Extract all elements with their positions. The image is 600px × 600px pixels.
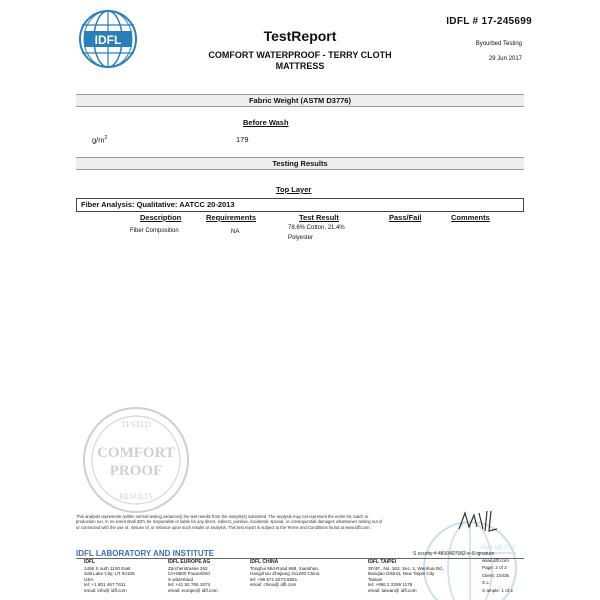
office-line: email: china@ idfl.com	[250, 582, 297, 588]
row-test-result	[288, 223, 378, 243]
page-number: Page: 2 of 2	[482, 565, 507, 571]
office-name: IDFL CHINA	[250, 559, 279, 565]
comfort-proof-stamp	[81, 405, 191, 515]
report-subtitle: COMFORT WATERPROOF - TERRY CLOTH MATTRESS	[208, 50, 392, 71]
column-pass-fail: Pass/Fail	[389, 213, 422, 222]
report-title: TestReport	[263, 28, 337, 44]
disclaimer-text: This analysis represents (within normal testing variances) the test results from the sample(s) submitted. The analysis may not represent the entire lot, batch or production run. In no event shall IDFL be responsible or liable for any direct, indirect, punitive, incidental, special, or consequential damages whatsoever arising out of or connected with the use of, misuse of, or reliance upon such results or analysis. This test report is subject to the Terms and Conditions found at www.idfl.com.	[76, 514, 383, 530]
column-requirements: Requirements	[206, 213, 257, 222]
office-line: tel: +886 2 2259 1178	[368, 582, 413, 588]
sl-label: S L:	[482, 580, 491, 586]
office-taipei	[368, 560, 473, 594]
signature-icon	[455, 507, 515, 537]
report-number: IDFL # 17-245699	[446, 16, 532, 27]
office-line: 3F/4F., No. 163, Sec. 2, Wenhua Rd.,	[368, 565, 445, 571]
idfl-logo	[78, 9, 138, 69]
office-line: Taiwan	[368, 576, 383, 582]
office-china	[250, 560, 355, 588]
office-line: Zürcherstrasse 262	[168, 565, 208, 571]
unit-base: g/m	[92, 135, 105, 145]
office-name: IDFL TAIPEI	[368, 559, 397, 565]
test-result-line-1: 78.6% Cotton, 21.4%	[288, 225, 345, 231]
office-line: email: europe@ idfl.com	[168, 587, 218, 593]
before-wash-label: Before Wash	[243, 118, 289, 127]
top-layer-label: Top Layer	[276, 185, 312, 194]
report-date: 29 Jun 2017	[488, 56, 522, 62]
page-info	[482, 557, 513, 594]
office-line: 1455 S outh 1100 East	[84, 565, 131, 571]
office-line: email: taiwan@ idfl.com	[368, 587, 417, 593]
test-result-line-2: Polyester	[288, 235, 314, 241]
office-line: email: info@ idfl.com	[84, 587, 127, 593]
fabric-weight-heading: Fabric Weight (ASTM D3776)	[76, 94, 524, 107]
stamp-line-2: PROOF	[109, 463, 163, 479]
esignature-code: S ecurity # 4810427162 e-S ignature	[413, 551, 495, 557]
lab-name: IDFL LABORATORY AND INSTITUTE	[76, 549, 214, 558]
office-name: IDFL	[84, 559, 96, 565]
client-number: Client: 10435	[482, 572, 510, 578]
office-line: Tonghui Mid-Road 688, Xiaoshan,	[250, 565, 320, 571]
office-line: tel: +41 52 765 1574	[168, 582, 211, 588]
office-line: Banqiao District, New Taipei City	[368, 571, 435, 577]
office-name: IDFL EUROPE AG	[168, 559, 211, 565]
office-line: tel: +1 801 467 7611	[84, 582, 126, 588]
office-line: S witzerland	[168, 576, 194, 582]
column-comments: Comments	[451, 213, 490, 222]
testing-results-heading: Testing Results	[76, 157, 524, 170]
stamp-bottom: RESULTS	[119, 492, 153, 501]
column-description: Description	[140, 213, 182, 222]
website-link[interactable]: www.idfl.com	[482, 558, 509, 563]
office-line: tel: +86 571 8273 6561	[250, 576, 298, 582]
client-name: Byourbed Testing	[475, 41, 522, 47]
office-line: USA	[84, 576, 94, 582]
column-test-result: Test Result	[299, 213, 339, 222]
stamp-line-1: COMFORT	[97, 445, 175, 461]
globe-website: www.idfl.com	[480, 545, 516, 551]
row-description: Fiber Composition	[130, 228, 179, 234]
row-requirements: NA	[231, 229, 240, 235]
office-line: Hangzhou Zhejiang 311200 China	[250, 571, 320, 577]
stamp-top: TESTED	[121, 420, 151, 429]
logo-text: IDFL	[94, 33, 122, 47]
weight-value: 179	[236, 135, 249, 144]
sample-number: S ample: 1 of 2	[482, 587, 513, 593]
fiber-analysis-title: Fiber Analysis: Qualitative: AATCC 20-2013	[76, 198, 524, 212]
footer-divider	[76, 558, 524, 559]
office-line: Salt Lake City, UT 84105	[84, 571, 135, 577]
unit-exponent: 2	[104, 135, 108, 141]
weight-unit	[92, 135, 107, 145]
office-line: CH-8500 Frauenfeld	[168, 571, 210, 577]
